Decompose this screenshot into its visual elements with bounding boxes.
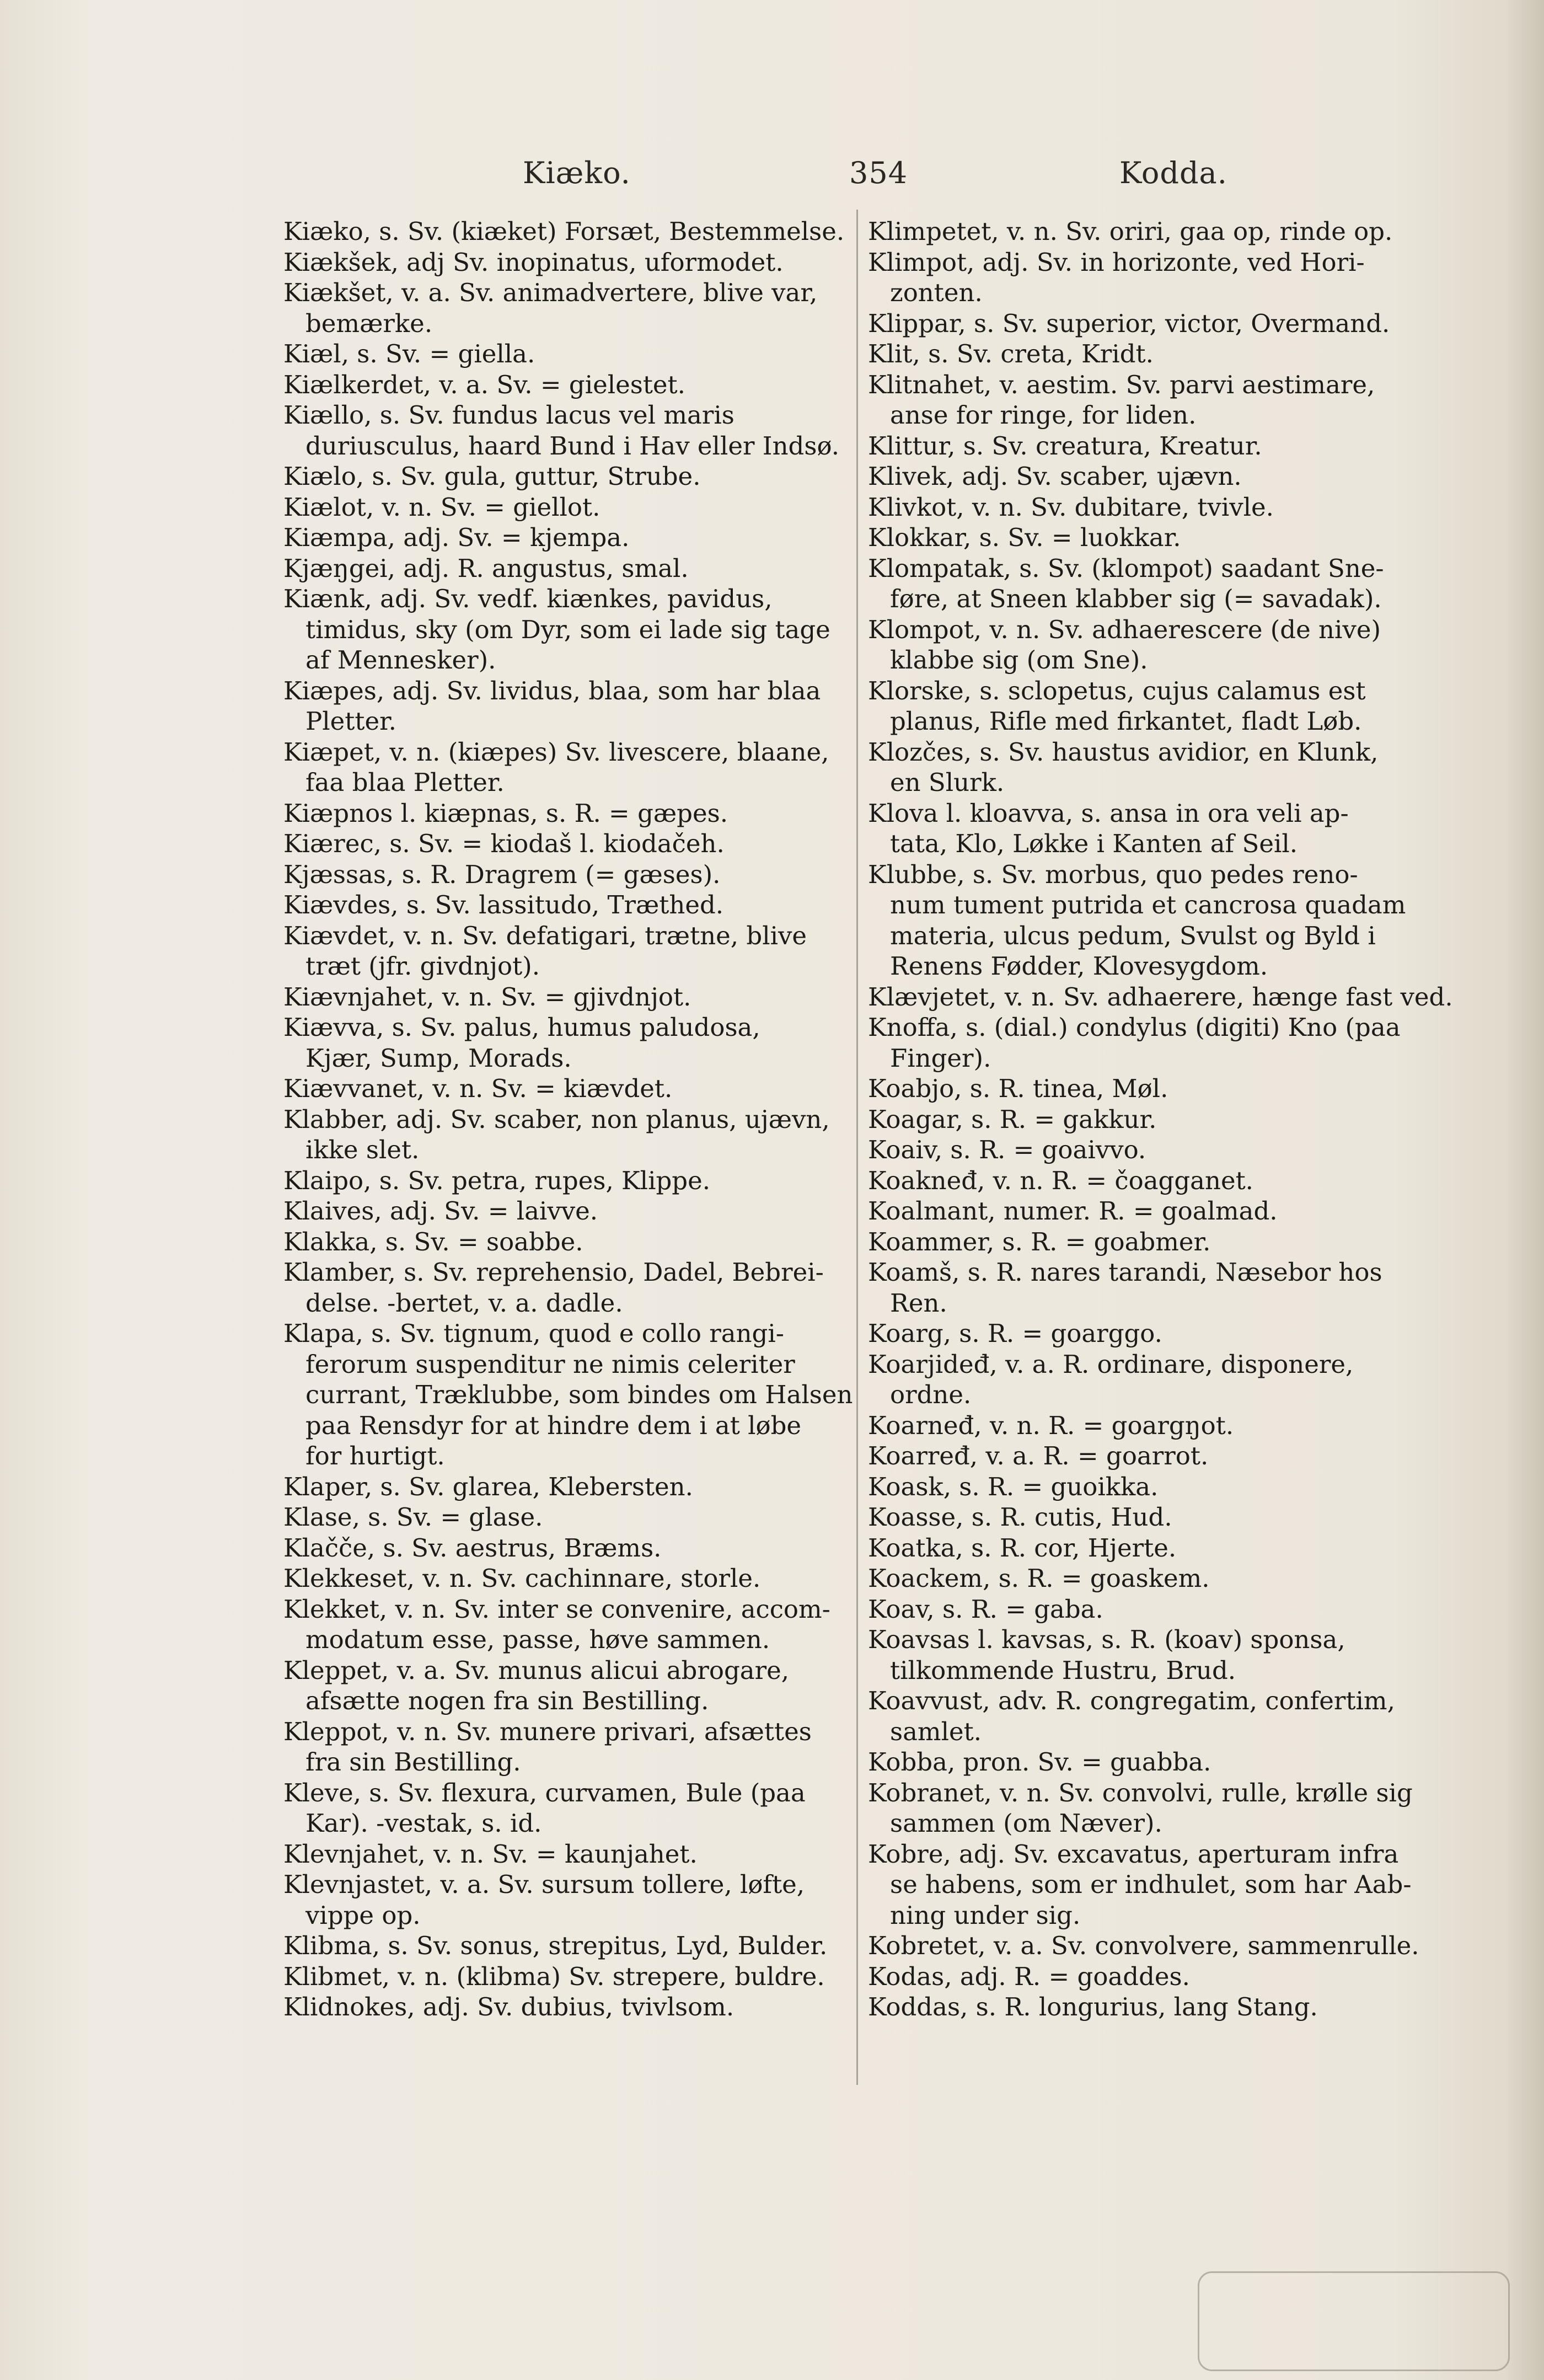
entry-line: Klit, s. Sv. creta, Kridt. — [868, 339, 1154, 368]
entry-continuation-line: vippe op. — [305, 1900, 421, 1930]
dictionary-entry — [868, 1624, 1455, 1686]
entry-continuation-line: ning under sig. — [890, 1900, 1081, 1930]
entry-line: Kiækšet, v. a. Sv. animadvertere, blive var, — [283, 278, 818, 307]
entry-continuation-line: materia, ulcus pedum, Svulst og Byld i — [890, 921, 1376, 950]
entry-line: Kiæmpa, adj. Sv. = kjempa. — [283, 523, 630, 552]
entry-line: Klaper, s. Sv. glarea, Klebersten. — [283, 1472, 693, 1501]
entry-line: Koarjideđ, v. a. R. ordinare, disponere, — [868, 1349, 1354, 1379]
entry-line: Kiævdet, v. n. Sv. defatigari, trætne, blive — [283, 921, 807, 950]
dictionary-entry — [868, 1778, 1455, 1839]
entry-line: Klidnokes, adj. Sv. dubius, tvivlsom. — [283, 1992, 735, 2021]
dictionary-entry — [283, 1165, 854, 1196]
dictionary-entry — [868, 1257, 1455, 1318]
entry-line: Klakka, s. Sv. = soabbe. — [283, 1227, 583, 1256]
entry-continuation-line: ferorum suspenditur ne nimis celeriter — [305, 1349, 795, 1379]
entry-continuation-line: num tument putrida et cancrosa quadam — [890, 890, 1406, 919]
entry-continuation-line: ordne. — [890, 1380, 972, 1409]
dictionary-entry — [868, 1533, 1455, 1564]
dictionary-entry — [283, 216, 854, 247]
entry-line: Klekkeset, v. n. Sv. cachinnare, storle. — [283, 1564, 761, 1593]
dictionary-entry — [868, 1165, 1455, 1196]
left-column — [283, 216, 854, 2023]
entry-line: Koarg, s. R. = goarggo. — [868, 1319, 1162, 1348]
library-stamp — [1198, 2271, 1510, 2371]
dictionary-entry — [868, 492, 1455, 523]
entry-line: Klokkar, s. Sv. = luokkar. — [868, 523, 1181, 552]
entry-continuation-line: se habens, som er indhulet, som har Aab- — [890, 1870, 1412, 1899]
running-header-right: Kodda. — [1119, 156, 1227, 190]
dictionary-entry — [283, 553, 854, 584]
entry-line: Klabber, adj. Sv. scaber, non planus, ujævn, — [283, 1104, 830, 1134]
dictionary-entry — [868, 859, 1455, 982]
entry-line: Klorske, s. sclopetus, cujus calamus est — [868, 676, 1366, 705]
entry-line: Koavvust, adv. R. congregatim, confertim, — [868, 1686, 1395, 1715]
entry-line: Kiæko, s. Sv. (kiæket) Forsæt, Bestemmelse. — [283, 217, 845, 246]
dictionary-entry — [283, 1533, 854, 1564]
dictionary-entry — [868, 247, 1455, 308]
dictionary-entry — [283, 522, 854, 553]
dictionary-entry — [868, 216, 1455, 247]
entry-line: Klivkot, v. n. Sv. dubitare, tvivle. — [868, 492, 1274, 522]
entry-line: Koddas, s. R. longurius, lang Stang. — [868, 1992, 1318, 2021]
entry-line: Klačče, s. Sv. aestrus, Bræms. — [283, 1533, 662, 1563]
dictionary-entry — [283, 1961, 854, 1992]
entry-line: Kodas, adj. R. = goaddes. — [868, 1961, 1190, 1991]
dictionary-entry — [283, 1716, 854, 1778]
column-divider — [856, 210, 858, 2085]
dictionary-entry — [868, 1441, 1455, 1472]
entry-line: Kjæssas, s. R. Dragrem (= gæses). — [283, 859, 721, 889]
dictionary-entry — [868, 522, 1455, 553]
entry-line: Klevnjastet, v. a. Sv. sursum tollere, løfte, — [283, 1870, 805, 1899]
dictionary-entry — [868, 1961, 1455, 1992]
entry-line: Kiæpet, v. n. (kiæpes) Sv. livescere, blaane, — [283, 737, 829, 767]
entry-line: Klævjetet, v. n. Sv. adhaerere, hænge fast ved. — [868, 982, 1453, 1012]
entry-line: Klaipo, s. Sv. petra, rupes, Klippe. — [283, 1165, 711, 1195]
dictionary-entry — [283, 1104, 854, 1165]
dictionary-entry — [283, 1502, 854, 1533]
dictionary-entry — [283, 584, 854, 676]
dictionary-entry — [868, 1472, 1455, 1502]
entry-line: Koalmant, numer. R. = goalmad. — [868, 1196, 1278, 1226]
entry-continuation-line: fra sin Bestilling. — [305, 1747, 521, 1777]
dictionary-entry — [868, 1196, 1455, 1227]
entry-continuation-line: tilkommende Hustru, Brud. — [890, 1655, 1236, 1685]
dictionary-entry — [868, 737, 1455, 798]
entry-continuation-line: tata, Klo, Løkke i Kanten af Seil. — [890, 829, 1298, 858]
entry-continuation-line: currant, Træklubbe, som bindes om Halsen — [305, 1380, 853, 1409]
dictionary-entry — [868, 1073, 1455, 1104]
entry-continuation-line: bemærke. — [305, 308, 433, 338]
dictionary-entry — [283, 1869, 854, 1930]
entry-continuation-line: af Mennesker). — [305, 645, 496, 675]
entry-line: Koackem, s. R. = goaskem. — [868, 1564, 1210, 1593]
entry-continuation-line: Ren. — [890, 1288, 947, 1318]
entry-line: Koammer, s. R. = goabmer. — [868, 1227, 1211, 1256]
dictionary-entry — [868, 1686, 1455, 1747]
dictionary-entry — [868, 1012, 1455, 1073]
entry-line: Kiævdes, s. Sv. lassitudo, Træthed. — [283, 890, 724, 919]
entry-line: Koamš, s. R. nares tarandi, Næsebor hos — [868, 1258, 1382, 1287]
entry-continuation-line: Renens Fødder, Klovesygdom. — [890, 951, 1268, 981]
dictionary-entry — [283, 1073, 854, 1104]
entry-continuation-line: zonten. — [890, 278, 983, 307]
entry-line: Klitnahet, v. aestim. Sv. parvi aestimare, — [868, 370, 1375, 399]
entry-continuation-line: samlet. — [890, 1716, 982, 1746]
dictionary-entry — [283, 1839, 854, 1870]
dictionary-entry — [283, 798, 854, 829]
entry-line: Kjæŋgei, adj. R. angustus, smal. — [283, 553, 689, 583]
entry-line: Klaives, adj. Sv. = laivve. — [283, 1196, 598, 1226]
dictionary-entry — [283, 1655, 854, 1716]
entry-continuation-line: timidus, sky (om Dyr, som ei lade sig tage — [305, 614, 830, 644]
entry-line: Klibma, s. Sv. sonus, strepitus, Lyd, Bulder. — [283, 1931, 828, 1960]
entry-line: Kleppet, v. a. Sv. munus alicui abrogare, — [283, 1655, 790, 1685]
dictionary-entry — [283, 737, 854, 798]
dictionary-entry — [868, 370, 1455, 431]
dictionary-entry — [283, 1472, 854, 1502]
dictionary-entry — [868, 431, 1455, 462]
entry-continuation-line: Kjær, Sump, Morads. — [305, 1043, 572, 1073]
entry-line: Klamber, s. Sv. reprehensio, Dadel, Bebrei- — [283, 1258, 824, 1287]
dictionary-entry — [283, 370, 854, 400]
dictionary-entry — [283, 339, 854, 370]
entry-line: Kleve, s. Sv. flexura, curvamen, Bule (paa — [283, 1778, 806, 1807]
entry-line: Kobba, pron. Sv. = guabba. — [868, 1747, 1211, 1777]
entry-continuation-line: en Slurk. — [890, 768, 1005, 797]
dictionary-entry — [283, 921, 854, 982]
entry-line: Kiærec, s. Sv. = kiodaš l. kiodačeh. — [283, 829, 725, 858]
entry-continuation-line: Finger). — [890, 1043, 991, 1073]
dictionary-entry — [283, 1012, 854, 1073]
entry-line: Klibmet, v. n. (klibma) Sv. strepere, buldre. — [283, 1961, 825, 1991]
entry-line: Kobre, adj. Sv. excavatus, aperturam infra — [868, 1839, 1399, 1869]
entry-line: Kiæl, s. Sv. = giella. — [283, 339, 535, 368]
entry-line: Koakneđ, v. n. R. = čoagganet. — [868, 1165, 1253, 1195]
entry-line: Klapa, s. Sv. tignum, quod e collo rangi- — [283, 1319, 784, 1348]
entry-continuation-line: føre, at Sneen klabber sig (= savadak). — [890, 584, 1382, 613]
entry-continuation-line: anse for ringe, for liden. — [890, 400, 1197, 430]
entry-line: Klompatak, s. Sv. (klompot) saadant Sne- — [868, 553, 1384, 583]
dictionary-entry — [868, 982, 1455, 1013]
entry-line: Koarređ, v. a. R. = goarrot. — [868, 1441, 1209, 1470]
entry-line: Koaiv, s. R. = goaivvo. — [868, 1135, 1146, 1164]
dictionary-entry — [283, 1227, 854, 1258]
page-edge-shadow — [1505, 0, 1544, 2380]
entry-line: Klivek, adj. Sv. scaber, ujævn. — [868, 462, 1242, 491]
entry-line: Klompot, v. n. Sv. adhaerescere (de nive) — [868, 614, 1381, 644]
entry-line: Klimpetet, v. n. Sv. oriri, gaa op, rinde op. — [868, 217, 1393, 246]
page-number: 354 — [849, 156, 908, 190]
dictionary-entry — [283, 1992, 854, 2023]
entry-continuation-line: Kar). -vestak, s. id. — [305, 1809, 542, 1838]
entry-line: Kiænk, adj. Sv. vedf. kiænkes, pavidus, — [283, 584, 773, 613]
entry-line: Kiævnjahet, v. n. Sv. = gjivdnjot. — [283, 982, 691, 1012]
dictionary-entry — [283, 859, 854, 890]
entry-line: Klova l. kloavva, s. ansa in ora veli ap- — [868, 798, 1349, 828]
entry-continuation-line: afsætte nogen fra sin Bestilling. — [305, 1686, 709, 1715]
dictionary-entry — [283, 277, 854, 339]
entry-continuation-line: Pletter. — [305, 707, 396, 736]
entry-continuation-line: for hurtigt. — [305, 1441, 445, 1470]
entry-line: Klippar, s. Sv. superior, victor, Overmand. — [868, 308, 1390, 338]
dictionary-entry — [868, 1747, 1455, 1778]
entry-continuation-line: ikke slet. — [305, 1135, 420, 1164]
entry-continuation-line: planus, Rifle med firkantet, fladt Løb. — [890, 707, 1362, 736]
entry-line: Knoffa, s. (dial.) condylus (digiti) Kno (paa — [868, 1013, 1401, 1042]
entry-line: Klevnjahet, v. n. Sv. = kaunjahet. — [283, 1839, 698, 1869]
dictionary-entry — [868, 1594, 1455, 1625]
entry-line: Koarneđ, v. n. R. = goargŋot. — [868, 1410, 1234, 1440]
dictionary-entry — [283, 676, 854, 737]
entry-continuation-line: træt (jfr. givdnjot). — [305, 951, 540, 981]
dictionary-entry — [283, 1196, 854, 1227]
dictionary-entry — [868, 1349, 1455, 1410]
entry-line: Kiæpes, adj. Sv. lividus, blaa, som har blaa — [283, 676, 821, 705]
entry-continuation-line: paa Rensdyr for at hindre dem i at løbe — [305, 1410, 802, 1440]
entry-line: Kiævva, s. Sv. palus, humus paludosa, — [283, 1013, 760, 1042]
dictionary-entry — [283, 1778, 854, 1839]
dictionary-entry — [283, 247, 854, 278]
dictionary-entry — [283, 982, 854, 1013]
entry-line: Klekket, v. n. Sv. inter se convenire, accom- — [283, 1594, 830, 1624]
dictionary-entry — [283, 890, 854, 921]
dictionary-entry — [868, 614, 1455, 676]
dictionary-entry — [868, 1104, 1455, 1135]
dictionary-entry — [868, 1135, 1455, 1165]
entry-line: Koagar, s. R. = gakkur. — [868, 1104, 1157, 1134]
entry-line: Klittur, s. Sv. creatura, Kreatur. — [868, 431, 1262, 461]
dictionary-entry — [283, 1318, 854, 1472]
entry-continuation-line: duriusculus, haard Bund i Hav eller Indsø. — [305, 431, 840, 461]
dictionary-entry — [283, 1594, 854, 1655]
entry-line: Kiæpnos l. kiæpnas, s. R. = gæpes. — [283, 798, 728, 828]
dictionary-entry — [868, 1502, 1455, 1533]
dictionary-entry — [283, 492, 854, 523]
dictionary-entry — [868, 553, 1455, 614]
dictionary-entry — [283, 400, 854, 461]
dictionary-entry — [868, 308, 1455, 339]
entry-line: Kiækšek, adj Sv. inopinatus, uformodet. — [283, 247, 784, 277]
entry-line: Koav, s. R. = gaba. — [868, 1594, 1103, 1624]
entry-line: Kobretet, v. a. Sv. convolvere, sammenrulle. — [868, 1931, 1419, 1960]
entry-continuation-line: faa blaa Pletter. — [305, 768, 505, 797]
dictionary-entry — [283, 1563, 854, 1594]
entry-line: Kiælo, s. Sv. gula, guttur, Strube. — [283, 462, 701, 491]
dictionary-entry — [868, 798, 1455, 859]
dictionary-entry — [868, 1563, 1455, 1594]
entry-line: Koatka, s. R. cor, Hjerte. — [868, 1533, 1177, 1563]
entry-line: Koavsas l. kavsas, s. R. (koav) sponsa, — [868, 1625, 1345, 1654]
entry-continuation-line: delse. -bertet, v. a. dadle. — [305, 1288, 623, 1318]
dictionary-entry — [283, 1930, 854, 1961]
dictionary-entry — [283, 1257, 854, 1318]
entry-line: Kleppot, v. n. Sv. munere privari, afsættes — [283, 1716, 812, 1746]
entry-continuation-line: sammen (om Næver). — [890, 1809, 1162, 1838]
dictionary-entry — [868, 676, 1455, 737]
dictionary-entry — [283, 828, 854, 859]
dictionary-entry — [868, 1410, 1455, 1441]
entry-line: Koabjo, s. R. tinea, Møl. — [868, 1074, 1168, 1103]
entry-line: Koasse, s. R. cutis, Hud. — [868, 1502, 1172, 1532]
dictionary-entry — [868, 1930, 1455, 1961]
entry-continuation-line: modatum esse, passe, høve sammen. — [305, 1625, 770, 1654]
entry-line: Klimpot, adj. Sv. in horizonte, ved Hori- — [868, 247, 1365, 277]
entry-line: Kiælkerdet, v. a. Sv. = gielestet. — [283, 370, 685, 399]
entry-line: Klubbe, s. Sv. morbus, quo pedes reno- — [868, 859, 1358, 889]
dictionary-entry — [868, 1227, 1455, 1258]
right-column — [868, 216, 1455, 2023]
dictionary-entry — [868, 1992, 1455, 2023]
entry-line: Kiællo, s. Sv. fundus lacus vel maris — [283, 400, 735, 430]
entry-line: Klozčes, s. Sv. haustus avidior, en Klunk, — [868, 737, 1379, 767]
running-header-left: Kiæko. — [523, 156, 631, 190]
dictionary-entry — [868, 339, 1455, 370]
entry-line: Koask, s. R. = guoikka. — [868, 1472, 1159, 1501]
dictionary-entry — [283, 461, 854, 492]
entry-line: Kiævvanet, v. n. Sv. = kiævdet. — [283, 1074, 673, 1103]
entry-line: Klase, s. Sv. = glase. — [283, 1502, 543, 1532]
dictionary-entry — [868, 1318, 1455, 1349]
entry-line: Kobranet, v. n. Sv. convolvi, rulle, krølle sig — [868, 1778, 1413, 1807]
entry-line: Kiælot, v. n. Sv. = giellot. — [283, 492, 601, 522]
entry-continuation-line: klabbe sig (om Sne). — [890, 645, 1148, 675]
dictionary-entry — [868, 1839, 1455, 1931]
dictionary-entry — [868, 461, 1455, 492]
